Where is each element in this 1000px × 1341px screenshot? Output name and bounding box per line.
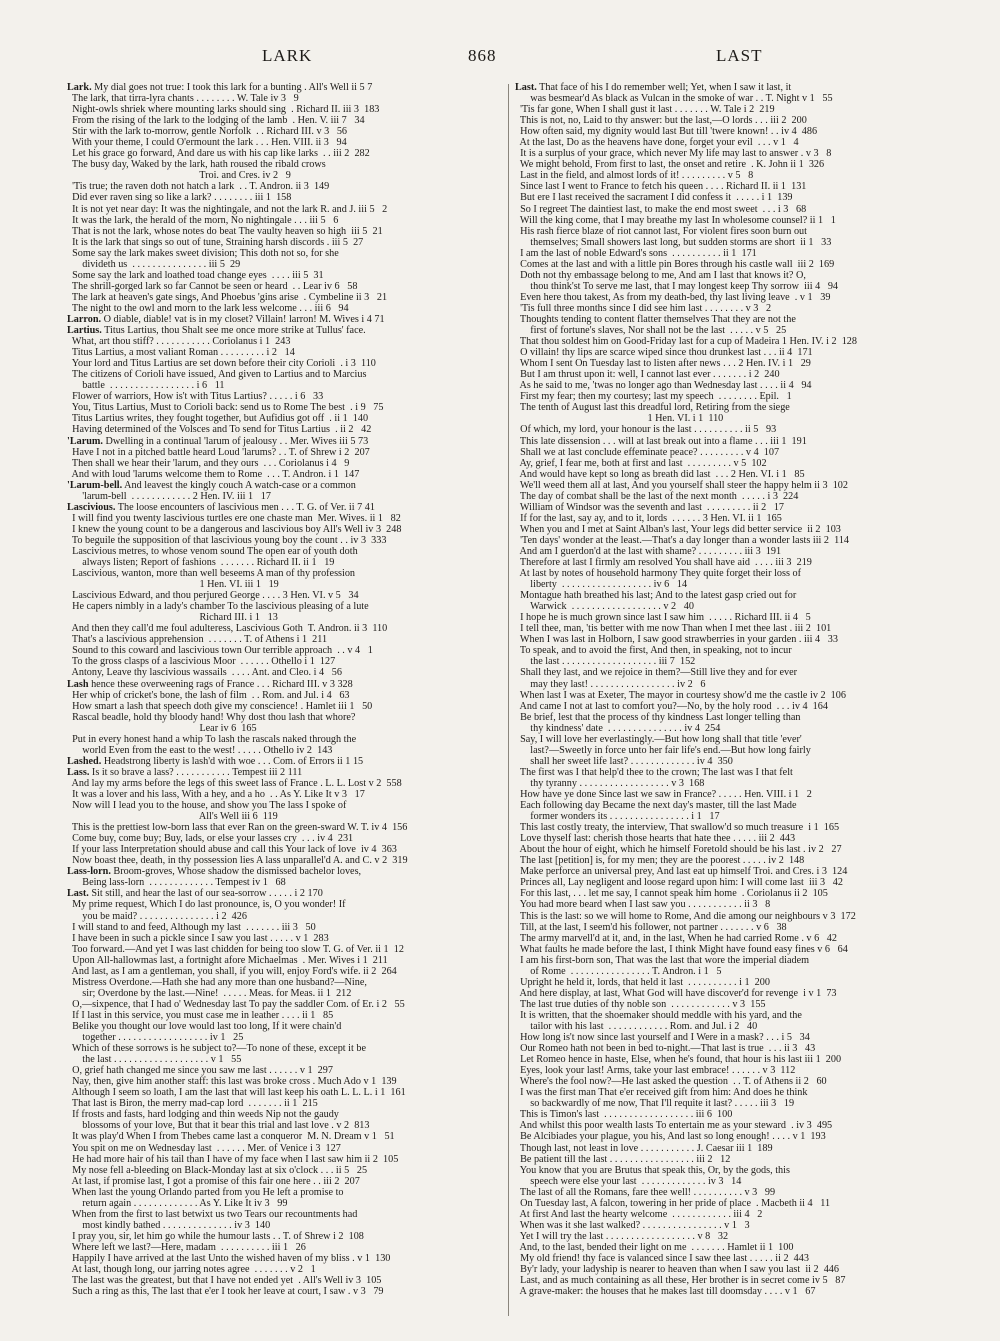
index-line: Let Romeo hence in haste, Else, when he's found, that hour is his last iii 1 200 (515, 1054, 842, 1066)
index-line: I knew the young count to be a dangerous and lascivious boy All's Well iv 3 248 (67, 523, 402, 535)
index-line: Therefore at last I firmly am resolved You shall have aid . . . . iii 3 219 (515, 557, 812, 569)
index-line: Belike you thought our love would last too long, If it were chain'd (67, 1020, 342, 1032)
index-line: Did ever raven sing so like a lark? . . . . . . . . iii 1 158 (67, 192, 292, 204)
index-line: It is the lark that sings so out of tune, Straining harsh discords . iii 5 27 (67, 236, 364, 248)
index-line: I will stand to and feed, Although my last . . . . . . . iii 3 50 (67, 921, 316, 933)
index-line: Shall they last, and we rejoice in them?—Still live they and for ever (515, 667, 798, 679)
index-line: Now boast thee, death, in thy possession lies A lass unparallel'd A. and C. v 2 319 (67, 855, 408, 867)
index-line: If for the last, say ay, and to it, lords . . . . . . 3 Hen. VI. ii 1 165 (515, 512, 782, 524)
index-line: That last is Biron, the merry mad-cap lord . . . . . . . ii 1 215 (67, 1098, 318, 1110)
index-line: Though last, not least in love . . . . . . . . . . . J. Caesar iii 1 189 (515, 1142, 773, 1154)
index-line: Lascivious Edward, and thou perjured George . . . . 3 Hen. VI. v 5 34 (67, 590, 359, 602)
index-line: William of Windsor was the seventh and last . . . . . . . . . ii 2 17 (515, 501, 785, 513)
index-line: All's Well iii 6 119 (67, 811, 278, 823)
index-line: Last. That face of his I do remember well; Yet, when I saw it last, it (515, 82, 792, 93)
index-line: Some say the lark and loathed toad change eyes . . . . iii 5 31 (67, 269, 324, 281)
index-line: was besmear'd As black as Vulcan in the smoke of war . . T. Night v 1 55 (515, 93, 833, 105)
index-line: Lear iv 6 165 (67, 722, 257, 734)
index-line: This last costly treaty, the interview, That swallow'd so much treasure i 1 165 (515, 822, 840, 834)
column-divider (508, 84, 509, 1316)
index-line: O villain! thy lips are scarce wiped since thou drunkest last . . . ii 4 171 (515, 347, 813, 359)
index-line: Make perforce an universal prey, And last eat up himself Troi. and Cres. i 3 124 (515, 866, 848, 878)
index-line: To beguile the supposition of that lascivious young boy the count . . iv 3 333 (67, 534, 387, 546)
index-line: The first was I that help'd thee to the crown; The last was I that felt (515, 766, 793, 778)
index-line: How long is't now since last yourself and I Were in a mask? . . . i 5 34 (515, 1032, 810, 1044)
index-line: 1 Hen. VI. iii 1 19 (67, 579, 279, 591)
index-line: The day of combat shall be the last of the next month . . . . . i 3 224 (515, 490, 799, 502)
index-line: I will find you twenty lascivious turtles ere one chaste man Mer. Wives. ii 1 82 (67, 512, 401, 524)
index-line: Eyes, look your last! Arms, take your last embrace! . . . . . . v 3 112 (515, 1065, 796, 1077)
index-line: And whilst this poor wealth lasts To entertain me as your steward . iv 3 495 (515, 1120, 833, 1132)
index-line: I have been in such a pickle since I saw you last . . . . . v 1 283 (67, 932, 329, 944)
index-line: At last, if promise last, I got a promise of this fair one here . . iii 2 207 (67, 1175, 360, 1187)
index-line: You had more beard when I last saw you . . . . . . . . . . . ii 3 8 (515, 899, 771, 911)
index-line: thou think'st To serve me last, that I may longest keep Thy sorrow iii 4 94 (515, 280, 839, 292)
index-line: last?—Sweetly in force unto her fair life's end.—But how long fairly (515, 744, 811, 756)
index-line: 'larum-bell . . . . . . . . . . . . 2 Hen. IV. iii 1 17 (67, 490, 271, 502)
index-line: Your lord and Titus Lartius are set down before their city Corioli . i 3 110 (67, 358, 376, 370)
index-line: When I was last in Holborn, I saw good strawberries in your garden . iii 4 33 (515, 634, 838, 646)
index-line: Where's the fool now?—He last asked the question . . T. of Athens ii 2 60 (515, 1076, 827, 1088)
index-line: Her whip of cricket's bone, the lash of film . . Rom. and Jul. i 4 63 (67, 689, 350, 701)
index-line: It was play'd When I from Thebes came last a conqueror M. N. Dream v 1 51 (67, 1131, 395, 1143)
index-line: From the rising of the lark to the lodging of the lamb . Hen. V. iii 7 34 (67, 115, 365, 127)
index-line: Lash hence these overweening rags of France . . . Richard III. v 3 328 (67, 678, 353, 690)
index-line: 'Tis true; the raven doth not hatch a lark . . T. Andron. ii 3 149 (67, 181, 330, 193)
index-line: shall her sweet life last? . . . . . . . . . . . . . iv 4 350 (515, 755, 733, 767)
index-line: Montague hath breathed his last; And to the latest gasp cried out for (515, 590, 797, 602)
index-line: Titus Lartius writes, they fought together, but Aufidius got off . ii 1 140 (67, 413, 369, 425)
index-line: Although I seem so loath, I am the last that will last keep his oath L. L. L. i 1 161 (67, 1087, 406, 1099)
index-line: Comes at the last and with a little pin Bores through his castle wall iii 2 169 (515, 258, 835, 270)
index-line: Till, at the last, I seem'd his follower, not partner . . . . . . . v 6 38 (515, 921, 787, 933)
index-line: Which of these sorrows is he subject to?—To none of these, except it be (67, 1043, 366, 1055)
left-column (67, 82, 500, 1297)
page-number: 868 (468, 46, 497, 65)
index-line: If I last in this service, you must case me in leather . . . . ii 1 85 (67, 1009, 334, 1021)
index-line: Upright he held it, lords, that held it last . . . . . . . . . . i 1 200 (515, 976, 770, 988)
index-line: Stir with the lark to-morrow, gentle Norfolk . . Richard III. v 3 56 (67, 126, 348, 138)
index-line: Now will I lead you to the house, and show you The lass I spoke of (67, 800, 347, 812)
index-line: Be Alcibiades your plague, you his, And last so long enough! . . . . v 1 193 (515, 1131, 826, 1143)
headword: Lascivious. (67, 501, 116, 513)
index-line: Have I not in a pitched battle heard Loud 'larums? . . T. of Shrew i 2 207 (67, 446, 370, 458)
index-line: Sound to this coward and lascivious town Our terrible approach . . v 4 1 (67, 645, 373, 657)
index-line: of Rome . . . . . . . . . . . . . . . . T. Andron. i 1 5 (515, 965, 722, 977)
index-line: O,—sixpence, that I had o' Wednesday last To pay the saddler Com. of Er. i 2 55 (67, 998, 405, 1010)
index-line: O, grief hath changed me since you saw me last . . . . . . v 1 297 (67, 1065, 333, 1077)
index-line: Ay, grief, I fear me, both at first and last . . . . . . . . . v 5 102 (515, 457, 767, 469)
headword: Last. (515, 82, 537, 93)
index-line: And lay my arms before the legs of this sweet lass of France . L. L. Lost v 2 558 (67, 777, 402, 789)
index-line: 'Tis far gone, When I shall gust it last . . . . . . . W. Tale i 2 219 (515, 104, 775, 116)
index-line: When from the first to last betwixt us two Tears our recountments had (67, 1208, 358, 1220)
index-line: How smart a lash that speech doth give my conscience! . Hamlet iii 1 50 (67, 700, 373, 712)
index-line: If frosts and fasts, hard lodging and thin weeds Nip not the gaudy (67, 1109, 339, 1121)
index-line: Where left we last?—Here, madam . . . . . . . . . . iii 1 26 (67, 1241, 306, 1253)
index-line: By'r lady, your ladyship is nearer to heaven than when I saw you last ii 2 446 (515, 1264, 839, 1276)
index-line: With your theme, I could O'ermount the lark . . . Hen. VIII. ii 3 94 (67, 137, 347, 149)
index-line: Such a ring as this, The last that e'er I took her leave at court, I saw . v 3 79 (67, 1286, 384, 1298)
index-line: Princes all, Lay negligent and loose regard upon him: I will come last iii 3 42 (515, 877, 843, 889)
index-line: Flower of warriors, How is't with Titus Lartius? . . . . . i 6 33 (67, 391, 324, 403)
index-line: When was it she last walked? . . . . . . . . . . . . . . . . v 1 3 (515, 1219, 750, 1231)
index-line: Last in the field, and almost lords of it! . . . . . . . . . v 5 8 (515, 170, 754, 182)
index-line: The lark at heaven's gate sings, And Phoebus 'gins arise . Cymbeline ii 3 21 (67, 291, 388, 303)
index-line: I hope he is much grown since last I saw him . . . . . Richard III. ii 4 5 (515, 612, 811, 624)
index-line: First my fear; then my courtesy; last my speech . . . . . . . . Epil. 1 (515, 391, 792, 403)
index-line: But I am thrust upon it: well, I cannot last ever . . . . . . . i 2 240 (515, 369, 780, 381)
index-line: world Even from the east to the west! . . . . . Othello iv 2 143 (67, 744, 333, 756)
index-line: And here display, at last, What God will have discover'd for revenge i v 1 73 (515, 987, 837, 999)
index-line: When last I was at Exeter, The mayor in courtesy show'd me the castle iv 2 106 (515, 689, 846, 701)
index-line: Troi. and Cres. iv 2 9 (67, 170, 291, 182)
index-line: Thoughts tending to content flatter themselves That they are not the (515, 313, 796, 325)
index-line: Mistress Overdone.—Hath she had any more than one husband?—Nine, (67, 976, 367, 988)
index-line: themselves; Small showers last long, but sudden storms are short ii 1 33 (515, 236, 832, 248)
index-line: the last . . . . . . . . . . . . . . . . . . . v 1 55 (67, 1054, 242, 1066)
index-line: 1 Hen. VI. i 1 110 (515, 413, 724, 425)
index-line: You know that you are Brutus that speak this, Or, by the gods, this (515, 1164, 790, 1176)
index-line: Yet I will try the last . . . . . . . . . . . . . . . . . . v 8 32 (515, 1230, 729, 1242)
headword: Last. (67, 888, 89, 900)
index-line: Even here thou takest, As from my death-bed, thy last living leave . v 1 39 (515, 291, 831, 303)
index-line: Let his grace go forward, And dare us with his cap like larks . . iii 2 282 (67, 148, 370, 160)
index-line: And came I not at last to comfort you?—No, by the holy rood . . . iv 4 164 (515, 700, 828, 712)
index-line: Richard III. i 1 13 (67, 612, 278, 624)
index-line: The busy day, Waked by the lark, hath roused the ribald crows (67, 159, 326, 171)
index-line: What, art thou stiff? . . . . . . . . . . . Coriolanus i 1 243 (67, 336, 291, 348)
index-line: This is the last: so we will home to Rome, And die among our neighbours v 3 172 (515, 910, 856, 922)
index-line: Will the king come, that I may breathe my last In wholesome counsel? ii 1 1 (515, 214, 836, 226)
index-line: Doth not thy embassage belong to me, And am I last that knows it? O, (515, 269, 806, 281)
headword: Lartius. (67, 325, 102, 337)
index-line: At the last, Do as the heavens have done, forget your evil . . . v 1 4 (515, 137, 799, 149)
running-head-left: LARK (262, 46, 313, 65)
index-line: It is a surplus of your grace, which never My life may last to answer . v 3 8 (515, 148, 832, 160)
index-line: 'Larum-bell. And leavest the kingly couch A watch-case or a common (67, 479, 356, 491)
index-line: Nay, then, give him another staff: this last was broke cross . Much Ado v 1 139 (67, 1076, 397, 1088)
index-line: thy kindness' date . . . . . . . . . . . . . . . iv 4 254 (515, 722, 721, 734)
index-line: He capers nimbly in a lady's chamber To the lascivious pleasing of a lute (67, 601, 369, 613)
index-line: Our Romeo hath not been in bed to-night.—That last is true . . . ii 3 43 (515, 1043, 816, 1055)
index-line: How often said, my dignity would last But till 'twere known! . . iv 4 486 (515, 126, 818, 138)
index-line: Some say the lark makes sweet division; This doth not so, for she (67, 247, 339, 259)
index-line: Lascivious metres, to whose venom sound The open ear of youth doth (67, 545, 358, 557)
index-line: I am his first-born son, That was the last that wore the imperial diadem (515, 954, 810, 966)
index-line: Night-owls shriek where mounting larks should sing . Richard II. iii 3 183 (67, 104, 380, 116)
index-line: At last, though long, our jarring notes agree . . . . . . . v 2 1 (67, 1264, 316, 1276)
index-line: you be maid? . . . . . . . . . . . . . . . i 2 426 (67, 910, 247, 922)
index-line: And am I guerdon'd at the last with shame? . . . . . . . . . iii 3 191 (515, 545, 782, 557)
index-line: A grave-maker: the houses that he makes last till doomsday . . . . v 1 67 (515, 1286, 816, 1298)
index-line: first of fortune's slaves, Nor shall not be the last . . . . . v 5 25 (515, 325, 787, 337)
index-line: Being lass-lorn . . . . . . . . . . . . . Tempest iv 1 68 (67, 877, 286, 889)
index-line: Since last I went to France to fetch his queen . . . . Richard II. ii 1 131 (515, 181, 807, 193)
index-line: I pray you, sir, let him go while the humour lasts . . T. of Shrew i 2 108 (67, 1230, 364, 1242)
index-line: The last [petition] is, for my men; they are the poorest . . . . . iv 2 148 (515, 855, 805, 867)
index-line: And then they call'd me foul adulteress, Lascivious Goth T. Andron. ii 3 110 (67, 623, 388, 635)
index-line: Then shall we hear their 'larum, and they ours . . . Coriolanus i 4 9 (67, 457, 350, 469)
index-line: Upon All-hallowmas last, a fortnight afore Michaelmas . Mer. Wives i 1 211 (67, 954, 388, 966)
index-line: always listen; Report of fashions . . . . . . . Richard II. ii 1 19 (67, 557, 335, 569)
headword: Larron. (67, 313, 102, 325)
index-line: That thou soldest him on Good-Friday last for a cup of Madeira 1 Hen. IV. i 2 128 (515, 336, 857, 348)
index-line: As he said to me, 'twas no longer ago than Wednesday last . . . . ii 4 94 (515, 380, 812, 392)
index-line: It was the lark, the herald of the morn, No nightingale . . . iii 5 6 (67, 214, 339, 226)
index-line: The tenth of August last this dreadful lord, Retiring from the siege (515, 402, 790, 414)
index-line: tailor with his last . . . . . . . . . . . . Rom. and Jul. i 2 40 (515, 1020, 758, 1032)
index-line: Say, I will love her everlastingly.—But how long shall that title 'ever' (515, 733, 802, 745)
index-line: And last, as I am a gentleman, you shall, if you will, enjoy Ford's wife. ii 2 264 (67, 965, 397, 977)
index-line: Come buy, come buy; Buy, lads, or else your lasses cry . . . iv 4 231 (67, 833, 354, 845)
index-line: 'Tis full three months since I did see him last . . . . . . . . v 3 2 (515, 302, 772, 314)
index-line: Lartius. Titus Lartius, thou Shalt see me once more strike at Tullus' face. (67, 325, 366, 337)
index-line: the last . . . . . . . . . . . . . . . . . . . iii 7 152 (515, 656, 696, 668)
headword: Lass-lorn. (67, 866, 111, 878)
index-line: Be patient till the last . . . . . . . . . . . . . . . . . iii 2 12 (515, 1153, 731, 1165)
index-line: It is written, that the shoemaker should meddle with his yard, and the (515, 1009, 802, 1021)
index-line: Each following day Became the next day's master, till the last Made (515, 800, 797, 812)
index-line: Last, and as much containing as all these, Her brother is in secret come iv 5 87 (515, 1275, 846, 1287)
index-line: If your lass Interpretation should abuse and call this Your lack of love iv 4 363 (67, 844, 397, 856)
index-line: When you and I met at Saint Alban's last, Your legs did better service ii 2 103 (515, 523, 841, 535)
index-line: To speak, and to avoid the first, And then, in speaking, not to incur (515, 645, 792, 657)
index-line: Titus Lartius, a most valiant Roman . . . . . . . . . i 2 14 (67, 347, 295, 359)
index-line: My prime request, Which I do last pronounce, is, O you wonder! If (67, 899, 346, 911)
index-line: divideth us . . . . . . . . . . . . . . . iii 5 29 (67, 258, 241, 270)
headword: Lash (67, 678, 89, 690)
headword: Lark. (67, 82, 92, 93)
index-line: His rash fierce blaze of riot cannot last, For violent fires soon burn out (515, 225, 807, 237)
index-line: My old friend! thy face is valanced since I saw thee last . . . . . ii 2 443 (515, 1252, 809, 1264)
index-line: This late dissension . . . will at last break out into a flame . . . iii 1 191 (515, 435, 807, 447)
index-line: This is not, no, Laid to thy answer: but the last,—O lords . . . iii 2 200 (515, 115, 807, 127)
index-line: You, Titus Lartius, Must to Corioli back: send us to Rome The best . i 9 75 (67, 402, 384, 414)
index-line: return again . . . . . . . . . . . . . As Y. Like It iv 3 99 (67, 1197, 288, 1209)
index-line: Put in every honest hand a whip To lash the rascals naked through the (67, 733, 357, 745)
index-line: Lascivious. The loose encounters of lascivious men . . . T. G. of Ver. ii 7 41 (67, 501, 375, 513)
index-line: How have ye done Since last we saw in France? . . . . . Hen. VIII. i 1 2 (515, 789, 812, 800)
index-line: Warwick . . . . . . . . . . . . . . . . . . v 2 40 (515, 601, 694, 613)
index-line: About the hour of eight, which he himself Foretold should be his last . iv 2 27 (515, 844, 842, 856)
index-line: Be brief, lest that the process of thy kindness Last longer telling than (515, 711, 801, 723)
index-line: Lascivious, wanton, more than well beseems A man of thy profession (67, 568, 356, 580)
headword: Lashed. (67, 755, 102, 767)
index-line: At first And last the hearty welcome . . . . . . . . . . . . iii 4 2 (515, 1208, 763, 1220)
running-head-right: LAST (716, 46, 763, 65)
right-column (515, 82, 938, 1297)
index-line: Last. Sit still, and hear the last of our sea-sorrow . . . . . i 2 170 (67, 888, 323, 900)
index-line: And with loud 'larums welcome them to Rome . . . T. Andron. i 1 147 (67, 468, 360, 480)
index-line: Of which, my lord, your honour is the last . . . . . . . . . . ii 5 93 (515, 424, 777, 436)
index-line: When last the young Orlando parted from you He left a promise to (67, 1186, 344, 1198)
index-line: This is the prettiest low-born lass that ever Ran on the green-sward W. T. iv 4 156 (67, 822, 408, 834)
index-line: On Tuesday last, A falcon, towering in her pride of place . Macbeth ii 4 11 (515, 1197, 831, 1209)
index-line: Having determined of the Volsces and To send for Titus Lartius . ii 2 42 (67, 424, 372, 436)
index-line: The army marvell'd at it, and, in the last, When he had carried Rome . v 6 42 (515, 932, 837, 944)
index-line: I was the first man That e'er received gift from him: And does he think (515, 1087, 808, 1099)
index-line: Love thyself last: cherish those hearts that hate thee . . . . . iii 2 443 (515, 833, 796, 845)
index-line: You spit on me on Wednesday last . . . . . . Mer. of Venice i 3 127 (67, 1142, 341, 1154)
index-line: It was a lover and his lass, With a hey, and a ho . . As Y. Like It v 3 17 (67, 789, 365, 800)
index-line: 'Larum. Dwelling in a continual 'larum of jealousy . . Mer. Wives iii 5 73 (67, 435, 369, 447)
index-line: The citizens of Corioli have issued, And given to Lartius and to Marcius (67, 369, 367, 381)
index-line: That is not the lark, whose notes do beat The vaulty heaven so high iii 5 21 (67, 225, 383, 237)
index-line: Whom I sent On Tuesday last to listen after news . . . 2 Hen. IV. i 1 29 (515, 358, 811, 370)
index-line: For this last, . . . let me say, I cannot speak him home . Coriolanus ii 2 105 (515, 888, 828, 900)
headword: 'Larum-bell. (67, 479, 123, 491)
index-line: And would have kept so long as breath did last . . . 2 Hen. VI. i 1 85 (515, 468, 805, 480)
index-line: Lark. My dial goes not true: I took this lark for a bunting . All's Well ii 5 7 (67, 82, 373, 93)
index-line: The lark, that tirra-lyra chants . . . . . . . . W. Tale iv 3 9 (67, 93, 299, 105)
index-line: But ere I last received the sacrament I did confess it . . . . . i 1 139 (515, 192, 793, 204)
index-line: The last of all the Romans, fare thee well! . . . . . . . . . . v 3 99 (515, 1186, 776, 1198)
index-line: The shrill-gorged lark so far Cannot be seen or heard . . Lear iv 6 58 (67, 280, 358, 292)
index-line: This is Timon's last . . . . . . . . . . . . . . . . . . iii 6 100 (515, 1109, 733, 1121)
index-line: Shall we at last conclude effeminate peace? . . . . . . . . . v 4 107 (515, 446, 780, 458)
index-line: battle . . . . . . . . . . . . . . . . . i 6 11 (67, 380, 225, 392)
index-line: It is not yet near day: It was the nightingale, and not the lark R. and J. iii 5 2 (67, 203, 388, 215)
index-line: At last by notes of household harmony They quite forget their loss of (515, 568, 801, 580)
index-line: I am the last of noble Edward's sons . . . . . . . . . . ii 1 171 (515, 247, 757, 259)
index-line: The last true duties of thy noble son . . . . . . . . . . . . v 3 155 (515, 998, 766, 1010)
index-line: thy tyranny . . . . . . . . . . . . . . . . . . v 3 168 (515, 777, 705, 789)
index-line: former wonders its . . . . . . . . . . . . . . . . i 1 17 (515, 811, 720, 823)
index-line: may they last! . . . . . . . . . . . . . . . . . iv 2 6 (515, 678, 706, 690)
index-line: My nose fell a-bleeding on Black-Monday last at six o'clock . . . ii 5 25 (67, 1164, 368, 1176)
headword: 'Larum. (67, 435, 103, 447)
index-line: speech were else your last . . . . . . . . . . . . . iv 3 14 (515, 1175, 742, 1187)
index-line: blossoms of your love, But that it bear this trial and last love . v 2 813 (67, 1120, 370, 1132)
index-line: And, to the last, bended their light on me . . . . . . . Hamlet ii 1 100 (515, 1241, 794, 1253)
index-line: so backwardly of me now, That I'll requite it last? . . . . . iii 3 19 (515, 1098, 795, 1110)
index-line: liberty . . . . . . . . . . . . . . . . . . iv 6 14 (515, 579, 688, 591)
index-line: Antony, Leave thy lascivious wassails . . . . Ant. and Cleo. i 4 56 (67, 667, 342, 679)
index-line: Lass-lorn. Broom-groves, Whose shadow the dismissed bachelor loves, (67, 866, 362, 878)
index-line: Lass. Is it so brave a lass? . . . . . . . . . . . Tempest iii 2 111 (67, 766, 303, 778)
index-line: Larron. O diable, diable! vat is in my closet? Villain! larron! M. Wives i 4 71 (67, 313, 385, 325)
index-line: Lashed. Headstrong liberty is lash'd with woe . . . Com. of Errors ii 1 15 (67, 755, 364, 767)
index-line: The last was the greatest, but that I have not ended yet . All's Well iv 3 105 (67, 1275, 382, 1287)
index-line: To the gross clasps of a lascivious Moor . . . . . . Othello i 1 127 (67, 656, 336, 668)
index-line: The night to the owl and morn to the lark less welcome . . . iii 6 94 (67, 302, 349, 314)
index-line: What faults he made before the last, I think Might have found easy fines v 6 64 (515, 943, 848, 955)
index-line: Too forward.—And yet I was last chidden for being too slow T. G. of Ver. ii 1 12 (67, 943, 404, 955)
index-line: Happily I have arrived at the last Unto the wished haven of my bliss . v 1 130 (67, 1252, 391, 1264)
headword: Lass. (67, 766, 90, 778)
index-line: 'Ten days' wonder at the least.—That's a day longer than a wonder lasts iii 2 114 (515, 534, 850, 546)
index-line: Rascal beadle, hold thy bloody hand! Why dost thou lash that whore? (67, 711, 356, 723)
index-line: He had more hair of his tail than I have of my face when I last saw him ii 2 105 (67, 1153, 399, 1165)
index-line: We'll weed them all at last, And you yourself shall steer the happy helm ii 3 102 (515, 479, 848, 491)
index-line: So I regreet The daintiest last, to make the end most sweet . . . i 3 68 (515, 203, 807, 215)
index-line: We might behold, From first to last, the onset and retire . K. John ii 1 326 (515, 159, 825, 171)
index-line: sir; Overdone by the last.—Nine! . . . . . Meas. for Meas. ii 1 212 (67, 987, 352, 999)
index-line: together . . . . . . . . . . . . . . . . . . iv 1 25 (67, 1032, 244, 1044)
index-line: That's a lascivious apprehension . . . . . . . T. of Athens i 1 211 (67, 634, 328, 646)
index-line: I tell thee, man, 'tis better with me now Than when I met thee last . iii 2 101 (515, 623, 832, 635)
index-line: most kindly bathed . . . . . . . . . . . . . . iv 3 140 (67, 1219, 271, 1231)
